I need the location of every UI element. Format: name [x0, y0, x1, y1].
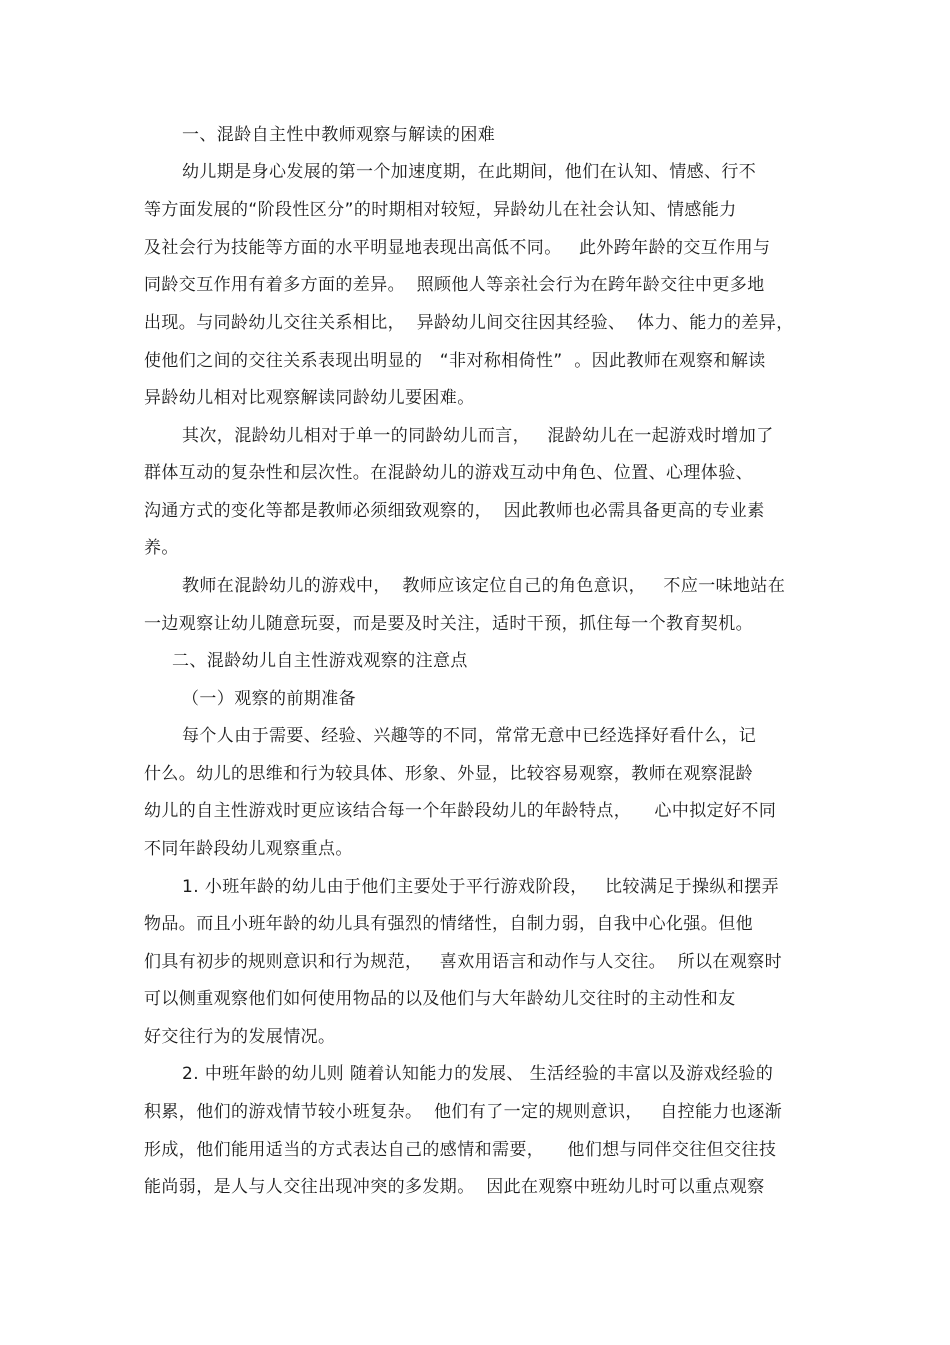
paragraph-line: 教师在混龄幼儿的游戏中， 教师应该定位自己的角色意识， 不应一味地站在	[182, 576, 786, 596]
paragraph-line: 沟通方式的变化等都是教师必须细致观察的， 因此教师也必需具备更高的专业素	[144, 501, 765, 521]
paragraph-line: 幼儿期是身心发展的第一个加速度期，在此期间，他们在认知、情感、行不	[182, 162, 757, 182]
paragraph-line: 们具有初步的规则意识和行为规范， 喜欢用语言和动作与人交往。 所以在观察时	[144, 952, 783, 972]
paragraph-line: 2. 中班年龄的幼儿则 随着认知能力的发展、 生活经验的丰富以及游戏经验的	[182, 1064, 774, 1084]
heading-section-1: 一、混龄自主性中教师观察与解读的困难	[182, 125, 496, 145]
paragraph-line: 使他们之间的交往关系表现出明显的 “非对称相倚性” 。因此教师在观察和解读	[144, 351, 766, 371]
paragraph-line: 每个人由于需要、经验、兴趣等的不同，常常无意中已经选择好看什么，记	[182, 726, 757, 746]
paragraph-line: 一边观察让幼儿随意玩耍，而是要及时关注，适时干预，抓住每一个教育契机。	[144, 614, 753, 634]
paragraph-line: 能尚弱，是人与人交往出现冲突的多发期。 因此在观察中班幼儿时可以重点观察	[144, 1177, 765, 1197]
paragraph-line: 养。	[144, 538, 179, 558]
paragraph-line: 幼儿的自主性游戏时更应该结合每一个年龄段幼儿的年龄特点， 心中拟定好不同	[144, 801, 777, 821]
paragraph-line: 1. 小班年龄的幼儿由于他们主要处于平行游戏阶段， 比较满足于操纵和摆弄	[182, 877, 780, 897]
paragraph-line: 异龄幼儿相对比观察解读同龄幼儿要困难。	[144, 388, 475, 408]
paragraph-line: 积累，他们的游戏情节较小班复杂。 他们有了一定的规则意识， 自控能力也逐渐	[144, 1102, 783, 1122]
subheading-1: （一）观察的前期准备	[182, 689, 356, 709]
paragraph-line: 其次，混龄幼儿相对于单一的同龄幼儿而言， 混龄幼儿在一起游戏时增加了	[182, 426, 774, 446]
paragraph-line: 好交往行为的发展情况。	[144, 1027, 336, 1047]
paragraph-line: 群体互动的复杂性和层次性。在混龄幼儿的游戏互动中角色、位置、心理体验、	[144, 463, 753, 483]
paragraph-line: 什么。幼儿的思维和行为较具体、形象、外显，比较容易观察，教师在观察混龄	[144, 764, 753, 784]
heading-section-2: 二、混龄幼儿自主性游戏观察的注意点	[172, 651, 468, 671]
paragraph-line: 出现。与同龄幼儿交往关系相比， 异龄幼儿间交往因其经验、 体力、能力的差异，	[144, 313, 794, 333]
paragraph-line: 形成，他们能用适当的方式表达自己的感情和需要， 他们想与同伴交往但交往技	[144, 1140, 777, 1160]
paragraph-line: 同龄交互作用有着多方面的差异。 照顾他人等亲社会行为在跨年龄交往中更多地	[144, 275, 765, 295]
paragraph-line: 可以侧重观察他们如何使用物品的以及他们与大年龄幼儿交往时的主动性和友	[144, 989, 736, 1009]
paragraph-line: 等方面发展的“阶段性区分”的时期相对较短，异龄幼儿在社会认知、情感能力	[144, 200, 737, 220]
paragraph-line: 物品。而且小班年龄的幼儿具有强烈的情绪性，自制力弱，自我中心化强。但他	[144, 914, 753, 934]
paragraph-line: 不同年龄段幼儿观察重点。	[144, 839, 353, 859]
paragraph-line: 及社会行为技能等方面的水平明显地表现出高低不同。 此外跨年龄的交互作用与	[144, 238, 771, 258]
